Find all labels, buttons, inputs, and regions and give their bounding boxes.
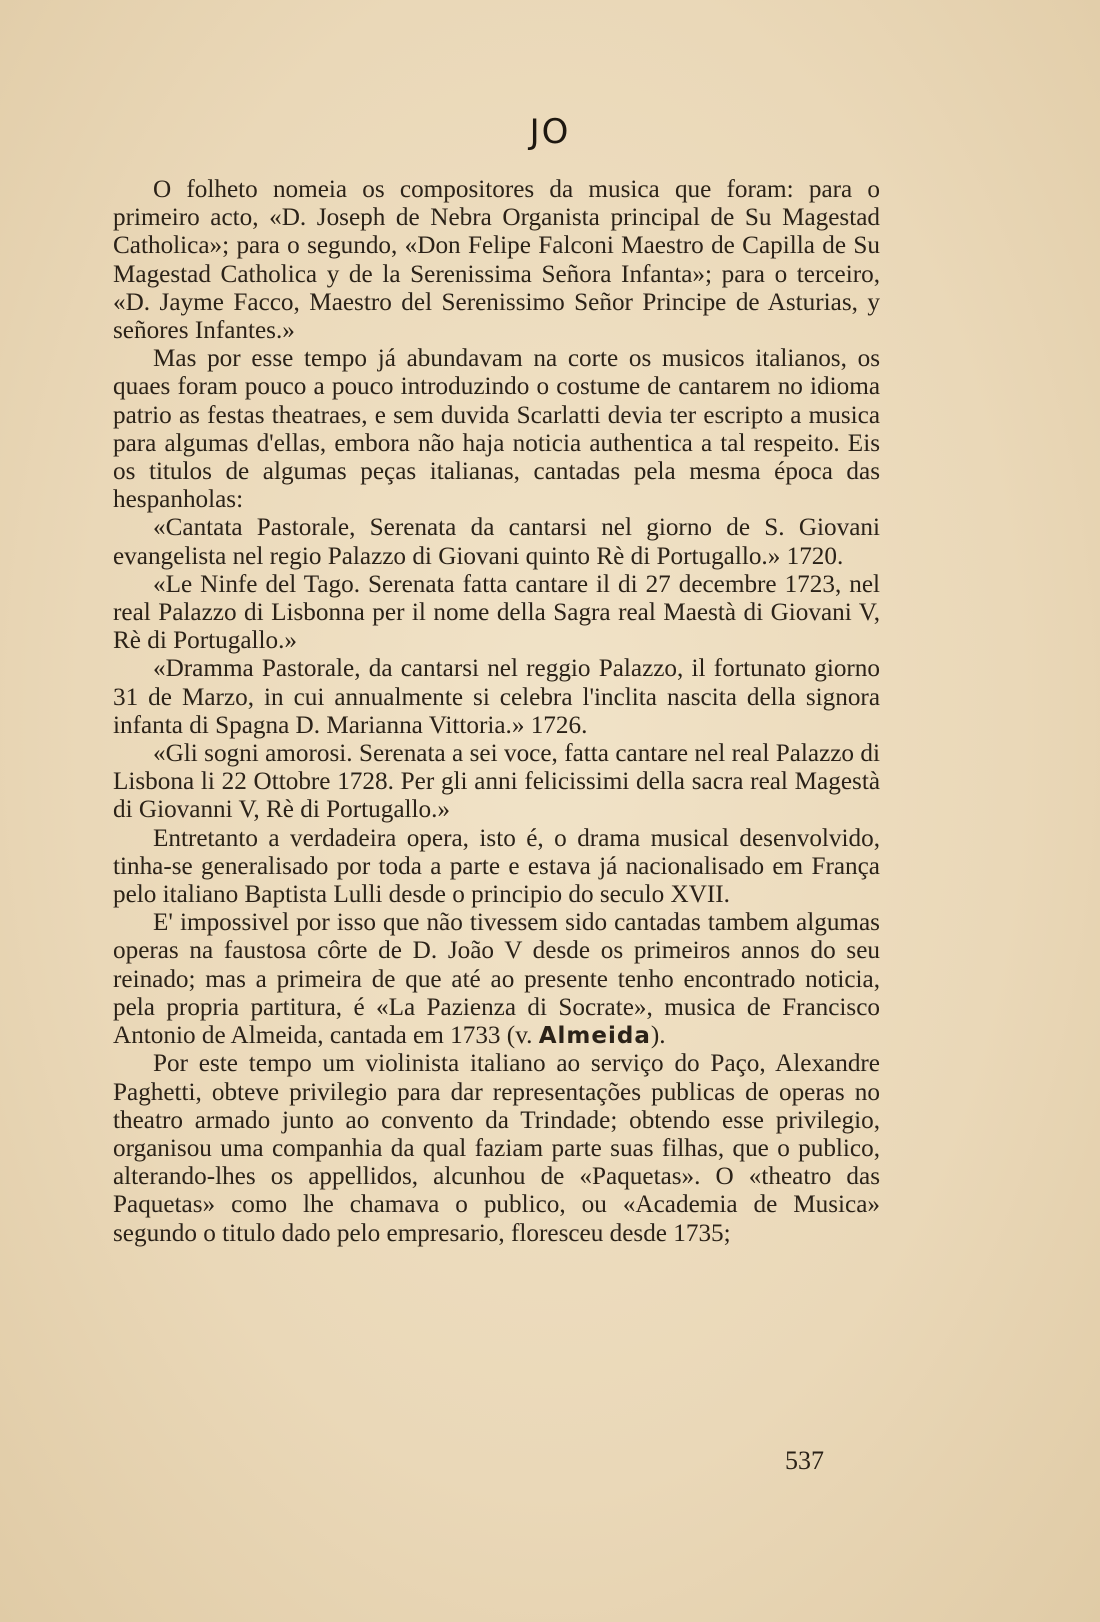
cross-reference: Almeida (538, 1023, 651, 1050)
page-number: 537 (785, 1446, 824, 1475)
paragraph: «Dramma Pastorale, da cantarsi nel reggio Palazzo, il fortunato giorno 31 de Marzo, in cui annualmente si celebra l'inclita nascita della signora infanta di Spagna D. Marianna Vittoria.» 1726. (113, 655, 880, 739)
body-text (113, 176, 880, 1248)
paragraph: Por este tempo um violinista italiano ao serviço do Paço, Alexandre Paghetti, obteve privilegio para dar representações publicas de operas no theatro armado junto ao convento da Trindade; obtendo esse privilegio, organisou uma companhia da qual faziam parte suas filhas, que o publico, alterando-lhes os appellidos, alcunhou de «Paquetas». O «theatro das Paquetas» como lhe chamava o publico, ou «Academia de Musica» segundo o titulo dado pelo empresario, floresceu desde 1735; (113, 1050, 880, 1247)
paragraph: O folheto nomeia os compositores da musica que foram: para o primeiro acto, «D. Joseph de Nebra Organista principal de Su Magestad Catholica»; para o segundo, «Don Felipe Falconi Maestro de Capilla de Su Magestad Catholica y de la Serenissima Señora Infanta»; para o terceiro, «D. Jayme Facco, Maestro del Serenissimo Señor Principe de Asturias, y señores Infantes.» (113, 176, 880, 345)
paragraph-text: ). (650, 1022, 666, 1050)
header-title: JO (529, 112, 571, 152)
running-header (0, 112, 1100, 152)
paragraph-text: E' impossivel por isso que não tivessem sido cantadas tambem algumas operas na faustosa côrte de D. João V desde os primeiros annos do seu reinado; mas a primeira de que até ao presente tenho encontrado noticia, pela propria partitura, é «La Pazienza di Socrate», musica de Francisco Antonio de Almeida, cantada em 1733 (v. (113, 909, 880, 1050)
paragraph: «Le Ninfe del Tago. Serenata fatta cantare il di 27 decembre 1723, nel real Palazzo di Lisbonna per il nome della Sagra real Maestà di Giovani V, Rè di Portugallo.» (113, 570, 880, 655)
paragraph: «Gli sogni amorosi. Serenata a sei voce, fatta cantare nel real Palazzo di Lisbona li 22 Ottobre 1728. Per gli anni felicissimi della sacra real Magestà di Giovanni V, Rè di Portugallo.» (113, 740, 880, 824)
paragraph-with-reference (113, 909, 880, 1050)
paragraph: Mas por esse tempo já abundavam na corte os musicos italianos, os quaes foram pouco a pouco introduzindo o costume de cantarem no idioma patrio as festas theatraes, e sem duvida Scarlatti devia ter escripto a musica para algumas d'ellas, embora não haja noticia authentica a tal respeito. Eis os titulos de algumas peças italianas, cantadas pela mesma época das hespanholas: (113, 345, 880, 514)
paragraph: Entretanto a verdadeira opera, isto é, o drama musical desenvolvido, tinha-se generalisado por toda a parte e estava já nacionalisado em França pelo italiano Baptista Lulli desde o principio do seculo XVII. (113, 824, 880, 909)
paragraph: «Cantata Pastorale, Serenata da cantarsi nel giorno de S. Giovani evangelista nel regio Palazzo di Giovani quinto Rè di Portugallo.» 1720. (113, 514, 880, 570)
